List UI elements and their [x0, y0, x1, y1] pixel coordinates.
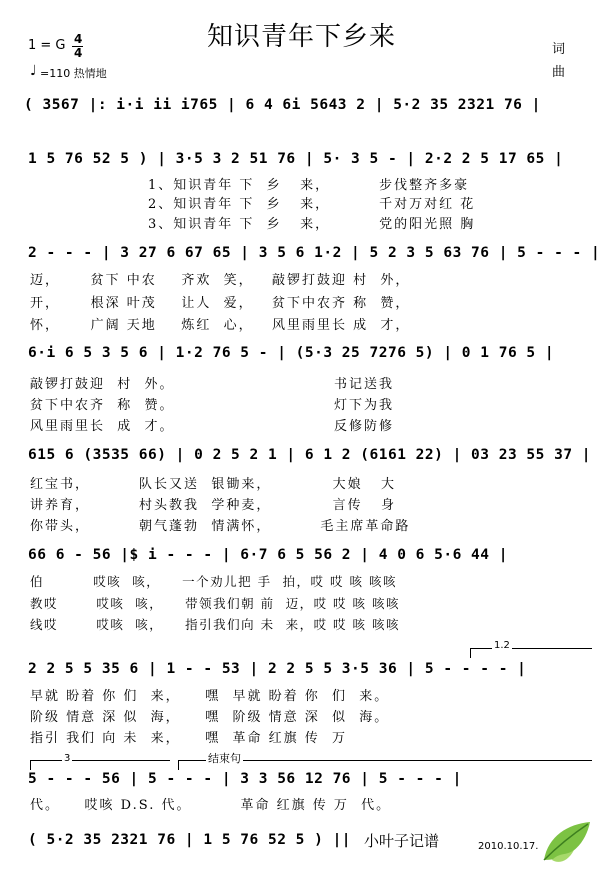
- transcription-date: 2010.10.17.: [478, 841, 539, 852]
- volta-bracket-3: [30, 760, 170, 761]
- leaf-logo-icon: [538, 816, 594, 868]
- score-row-4: 6·i 6 5 3 5 6 | 1·2 76 5 - | (5·3 25 7276 5) | 0 1 76 5 |: [28, 345, 555, 361]
- score-row-6: 66 6 - 56 |$ i - - - | 6·7 6 5 56 2 | 4 0 6 5·6 44 |: [28, 547, 508, 563]
- ending-bracket-edge: [178, 760, 179, 770]
- composer-label: 曲: [552, 65, 566, 80]
- lyric-row-4-verse-3: 风里雨里长 成 才。 反修防修: [30, 419, 394, 434]
- page-title: 知识青年下乡来: [207, 22, 397, 52]
- lyric-row-4-verse-1: 敲锣打鼓迎 村 外。 书记送我: [30, 377, 394, 392]
- lyric-row-6-verse-2: 教哎 哎咳 咳， 带领我们朝 前 迈，哎 哎 咳 咳咳: [30, 596, 400, 611]
- score-row-3: 2 - - - | 3 27 6 67 65 | 3 5 6 1·2 | 5 2 3 5 63 76 | 5 - - - |: [28, 245, 601, 261]
- ending-label: 结束句: [208, 752, 241, 765]
- time-signature-bottom: 4: [74, 46, 83, 60]
- lyric-row-5-verse-2: 讲养育， 村头教我 学种麦， 言传 身: [30, 498, 397, 513]
- lyric-row-8: 代。 哎咳 D.S. 代。 革命 红旗 传 万 代。: [30, 798, 392, 813]
- quarter-note-icon: ♩: [30, 63, 37, 79]
- lyric-row-6-verse-1: 伯 哎咳 咳， 一个劝儿把 手 拍，哎 哎 咳 咳咳: [30, 574, 397, 589]
- lyric-row-3-verse-1: 迈， 贫下 中农 齐欢 笑， 敲锣打鼓迎 村 外，: [30, 273, 411, 288]
- lyric-row-7-verse-3: 指引 我们 向 未 来， 嘿 革命 红旗 传 万: [30, 731, 347, 746]
- lyric-row-4-verse-2: 贫下中农齐 称 赞。 灯下为我: [30, 398, 394, 413]
- score-row-2: 1 5 76 52 5 ) | 3·5 3 2 51 76 | 5· 3 5 - | 2·2 2 5 17 65 |: [28, 151, 564, 167]
- volta-bracket-3-edge: [30, 760, 31, 770]
- lyric-row-3-verse-3: 怀， 广阔 天地 炼红 心， 风里雨里长 成 才，: [30, 318, 411, 333]
- score-row-1: ( 3567 |: i·i ii i765 | 6 4 6i 5643 2 | 5·2 35 2321 76 |: [24, 97, 541, 113]
- volta-label-3: 3: [64, 753, 71, 764]
- lyric-row-7-verse-1: 早就 盼着 你 们 来， 嘿 早就 盼着 你 们 来。: [30, 689, 390, 704]
- lyric-row-5-verse-1: 红宝书， 队长又送 银锄来， 大娘 大: [30, 477, 397, 492]
- lyric-row-2-verse-2: 2、知识青年 下 乡 来， 千对万对红 花: [148, 197, 476, 212]
- tempo-marking: =110 热情地: [40, 67, 107, 80]
- score-row-9: ( 5·2 35 2321 76 | 1 5 76 52 5 ) ||: [28, 832, 352, 848]
- key-signature: 1 = G: [28, 38, 66, 53]
- lyric-row-7-verse-2: 阶级 情意 深 似 海， 嘿 阶级 情意 深 似 海。: [30, 710, 390, 725]
- time-signature-top: 4: [74, 32, 83, 46]
- transcriber-signature: 小叶子记谱: [364, 832, 440, 850]
- lyric-row-3-verse-2: 开， 根深 叶茂 让人 爱， 贫下中农齐 称 赞，: [30, 296, 411, 311]
- lyric-row-6-verse-3: 线哎 哎咳 咳， 指引我们向 未 来，哎 哎 咳 咳咳: [30, 617, 400, 632]
- volta-bracket-1-2-edge: [470, 648, 471, 658]
- lyric-row-2-verse-1: 1、知识青年 下 乡 来， 步伐整齐多豪: [148, 178, 470, 193]
- volta-label-1-2: 1.2: [494, 640, 510, 651]
- score-row-8: 5 - - - 56 | 5 - - - | 3 3 56 12 76 | 5 - - - |: [28, 771, 462, 787]
- volta-bracket-1-2: [470, 648, 592, 649]
- score-row-5: 615 6 (3535 66) | 0 2 5 2 1 | 6 1 2 (6161 22) | 03 23 55 37 |: [28, 447, 592, 463]
- lyric-row-2-verse-3: 3、知识青年 下 乡 来， 党的阳光照 胸: [148, 217, 476, 232]
- lyric-row-5-verse-3: 你带头， 朝气蓬勃 情满怀， 毛主席革命路: [30, 519, 411, 534]
- lyricist-label: 词: [552, 42, 566, 57]
- score-row-7: 2 2 5 5 35 6 | 1 - - 53 | 2 2 5 5 3·5 36 | 5 - - - - |: [28, 661, 527, 677]
